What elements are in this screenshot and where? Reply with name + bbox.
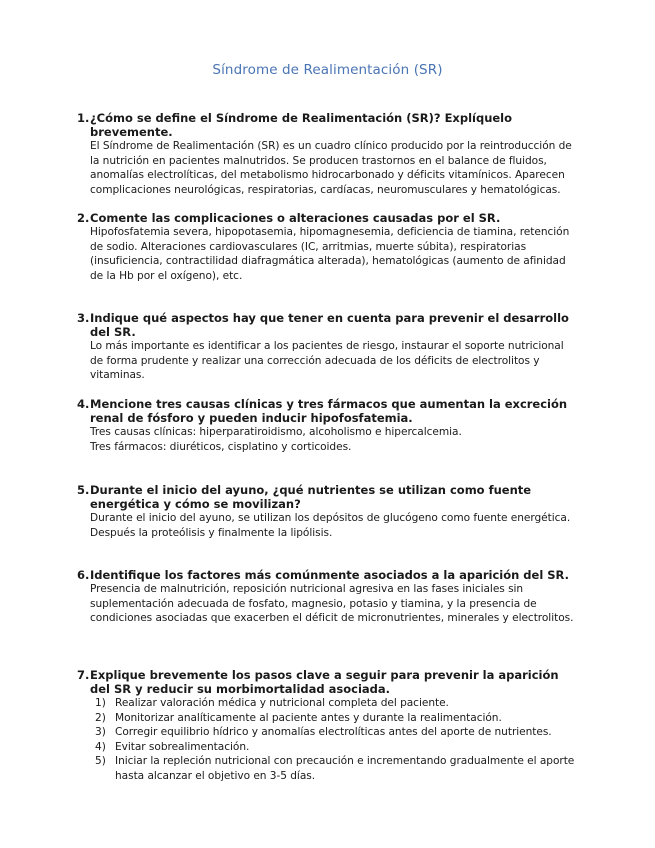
step-text: Iniciar la repleción nutricional con precaución e incrementando gradualmente el aporte hasta alcanzar el objetivo en 3-5 días. <box>115 755 575 782</box>
answer-paragraph: Presencia de malnutrición, reposición nutricional agresiva en las fases iniciales sin suplementación adecuada de fosfato, magnesio, potasio y tiamina, y la presencia de condiciones asociadas que exacerben el déficit de micronutrientes, minerales y electrolitos. <box>90 583 574 625</box>
step-text: Realizar valoración médica y nutricional completa del paciente. <box>115 697 449 709</box>
list-item <box>90 725 577 740</box>
step-number: 3) <box>95 726 106 739</box>
question-heading: ¿Cómo se define el Síndrome de Realimentación (SR)? Explíquelo brevemente. <box>90 111 513 139</box>
answer-paragraph: Durante el inicio del ayuno, se utilizan los depósitos de glucógeno como fuente energética. Después la proteólisis y finalmente la lipólisis. <box>90 512 571 539</box>
question-number: 2. <box>77 211 90 225</box>
list-item <box>90 754 577 783</box>
question-heading: Indique qué aspectos hay que tener en cuenta para prevenir el desarrollo del SR. <box>90 311 569 339</box>
question-heading: Identifique los factores más comúnmente asociados a la aparición del SR. <box>90 568 569 582</box>
step-number: 4) <box>95 740 106 753</box>
answer-text <box>90 511 577 540</box>
list-item <box>90 711 577 726</box>
step-text: Corregir equilibrio hídrico y anomalías electrolíticas antes del aporte de nutrientes. <box>115 726 552 739</box>
answer-line: Tres fármacos: diuréticos, cisplatino y corticoides. <box>90 440 352 453</box>
question-number: 5. <box>77 483 90 497</box>
question-number: 7. <box>77 668 90 682</box>
question-number: 6. <box>77 568 90 582</box>
document-title: Síndrome de Realimentación (SR) <box>212 62 443 78</box>
question-number: 1. <box>77 111 90 125</box>
question-heading: Explique brevemente los pasos clave a seguir para prevenir la aparición del SR y reducir su morbimortalidad asociada. <box>90 668 559 696</box>
question-3 <box>77 311 577 383</box>
step-number: 2) <box>95 711 106 724</box>
answer-line: Tres causas clínicas: hiperparatiroidismo, alcoholismo e hipercalcemia. <box>90 426 462 438</box>
answer-text <box>90 582 577 626</box>
question-heading: Comente las complicaciones o alteraciones causadas por el SR. <box>90 211 501 225</box>
question-2 <box>77 211 577 283</box>
question-number: 3. <box>77 311 90 325</box>
list-item <box>90 696 577 711</box>
answer-text <box>90 339 577 383</box>
question-4 <box>77 397 577 454</box>
step-text: Evitar sobrealimentación. <box>115 740 250 753</box>
step-number: 1) <box>95 697 106 709</box>
answer-text <box>90 225 577 283</box>
answer-text <box>90 696 577 784</box>
answer-text <box>90 139 577 197</box>
question-1 <box>77 111 577 197</box>
question-6 <box>77 568 577 626</box>
question-number: 4. <box>77 397 90 411</box>
answer-paragraph: Hipofosfatemia severa, hipopotasemia, hipomagnesemia, deficiencia de tiamina, retención de sodio. Alteraciones cardiovasculares (IC, arritmias, muerte súbita), respiratorias (insuficiencia, contractilidad diafragmática alterada), hematológicas (aumento de afinidad de la Hb por el oxígeno), etc. <box>90 226 570 282</box>
list-item <box>90 740 577 755</box>
question-5 <box>77 483 577 540</box>
step-text: Monitorizar analíticamente al paciente antes y durante la realimentación. <box>115 711 502 724</box>
answer-text <box>90 425 577 454</box>
answer-paragraph: Lo más importante es identificar a los pacientes de riesgo, instaurar el soporte nutricional de forma prudente y realizar una corrección adecuada de los déficits de electrolitos y vitaminas. <box>90 340 564 382</box>
answer-paragraph: El Síndrome de Realimentación (SR) es un cuadro clínico producido por la reintroducción de la nutrición en pacientes malnutridos. Se producen trastornos en el balance de fluidos, anomalías electrolíticas, del metabolismo hidrocarbonado y déficits vitamínicos. Aparecen complicaciones neurológicas, respiratorias, cardíacas, neuromusculares y hematológicas. <box>90 140 572 196</box>
steps-list <box>90 696 577 784</box>
step-number: 5) <box>95 755 106 768</box>
question-7 <box>77 668 577 784</box>
question-heading: Mencione tres causas clínicas y tres fármacos que aumentan la excreción renal de fósforo y pueden inducir hipofosfatemia. <box>90 397 568 425</box>
question-heading: Durante el inicio del ayuno, ¿qué nutrientes se utilizan como fuente energética y cómo se movilizan? <box>90 483 532 511</box>
